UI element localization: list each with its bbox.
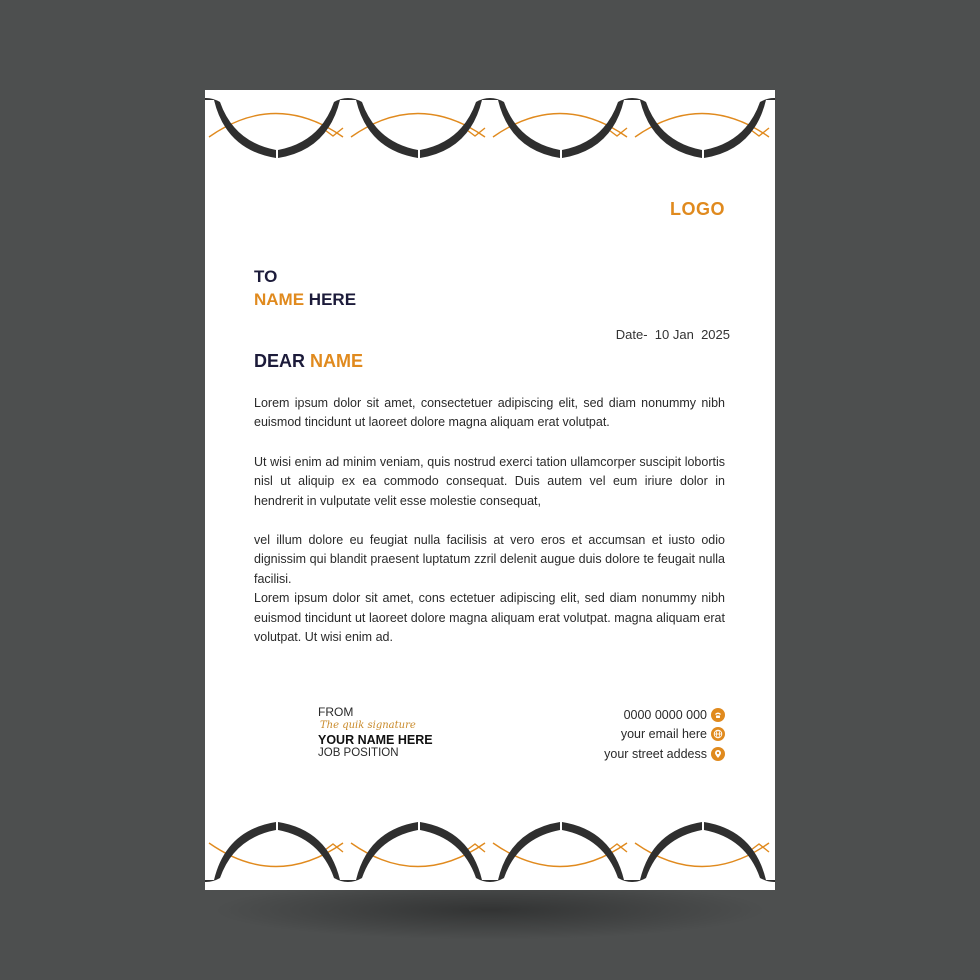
location-pin-icon — [711, 747, 725, 761]
from-label: FROM — [318, 705, 354, 719]
phone-icon — [711, 708, 725, 722]
job-position: JOB POSITION — [318, 747, 399, 759]
top-border-ornament — [205, 90, 775, 165]
signature: The quik signature — [320, 720, 416, 731]
top-dark-arch — [704, 98, 775, 158]
body-paragraph-4: Lorem ipsum dolor sit amet, cons ectetuer adipiscing elit, sed diam nonummy nibh euismod tincidunt ut laoreet dolore magna aliquam erat volutpat. magna aliquam erat volutpat. Ut wisi enim ad. — [254, 591, 725, 645]
bottom-border-ornament — [205, 815, 775, 890]
contact-block — [604, 705, 725, 764]
to-label: TO — [254, 267, 278, 286]
top-dark-arch — [278, 98, 418, 158]
email-text: your email here — [620, 727, 707, 742]
bottom-dark-arch — [420, 822, 560, 882]
body-paragraph-1: Lorem ipsum dolor sit amet, consectetuer adipiscing elit, sed diam nonummy nibh euismod tincidunt ut laoreet dolore magna aliquam erat volutpat. — [254, 396, 725, 430]
bottom-dark-arch — [205, 822, 276, 882]
salutation — [254, 351, 363, 372]
phone-text: 0000 0000 000 — [623, 707, 707, 722]
letter-date: Date- 10 Jan 2025 — [615, 327, 730, 342]
contact-address — [604, 744, 725, 764]
bottom-dark-arch — [278, 822, 418, 882]
globe-icon — [711, 727, 725, 741]
recipient-name-part1: NAME — [254, 290, 305, 309]
recipient-name — [254, 288, 356, 311]
body-paragraph-2: Ut wisi enim ad minim veniam, quis nostrud exerci tation ullamcorper suscipit lobortis nisl ut aliquip ex ea commodo consequat. Duis autem vel eum iriure dolor in hendrerit in vulputate velit esse molestie consequat, — [254, 454, 725, 508]
contact-email — [604, 725, 725, 745]
top-dark-arch — [420, 98, 560, 158]
body-paragraph-3: vel illum dolore eu feugiat nulla facilisis at vero eros et accumsan et iusto odio dignissim qui blandit praesent luptatum zzril delenit augue duis dolore te feugait nulla facilisi. — [254, 533, 725, 586]
recipient-name-part2: HERE — [308, 290, 357, 309]
logo: LOGO — [670, 199, 725, 219]
salutation-part1: DEAR — [254, 351, 306, 371]
sender-block — [318, 705, 433, 759]
address-text: your street addess — [604, 746, 707, 761]
salutation-part2: NAME — [310, 351, 364, 371]
top-dark-arch — [562, 98, 702, 158]
letterhead-page — [205, 90, 775, 890]
top-dark-arch — [205, 98, 276, 158]
contact-phone — [604, 705, 725, 725]
sender-name: YOUR NAME HERE — [318, 733, 433, 747]
bottom-dark-arch — [562, 822, 702, 882]
recipient-block — [254, 265, 356, 311]
bottom-dark-arch — [704, 822, 775, 882]
letter-body — [254, 394, 725, 647]
